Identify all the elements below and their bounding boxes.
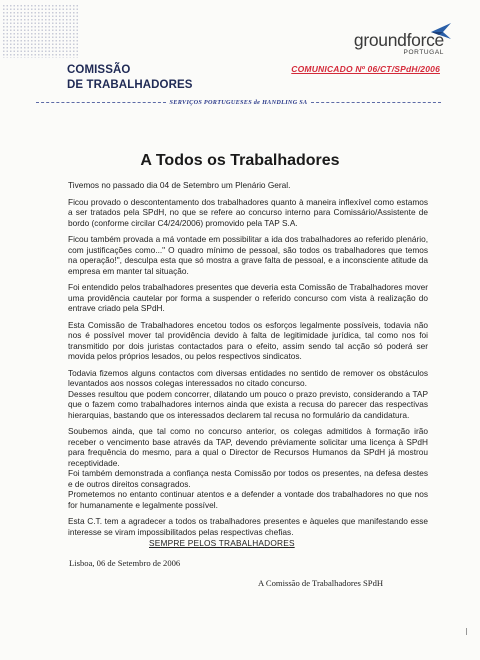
paragraph: Foi entendido pelos trabalhadores presentes que deveria esta Comissão de Trabalhadores mover uma providência cautelar por forma a suspender o referido concurso com vista à realização do entrave criado pela SPdH.	[68, 282, 428, 313]
scan-edge-mark	[466, 628, 472, 635]
header-divider	[36, 97, 441, 107]
divider-line-right	[311, 102, 441, 103]
paragraph: Esta C.T. tem a agradecer a todos os trabalhadores presentes e àqueles que manifestando esse interesse se viram impossibilitados pelas respectivas chefias.	[68, 516, 428, 537]
signature-line: A Comissão de Trabalhadores SPdH	[258, 578, 384, 588]
closing-slogan: SEMPRE PELOS TRABALHADORES	[149, 538, 295, 548]
document-title: A Todos os Trabalhadores	[140, 152, 340, 169]
decorative-dot-pattern	[2, 4, 80, 58]
divider-line-left	[36, 102, 166, 103]
committee-name	[67, 63, 193, 93]
communique-number: COMUNICADO Nº 06/CT/SPdH/2006	[291, 64, 440, 74]
paragraph: Tivemos no passado dia 04 de Setembro um Plenário Geral.	[68, 180, 291, 190]
brand-block	[354, 31, 444, 57]
paragraph: Prometemos no entanto continuar atentos e a defender a vontade dos trabalhadores no que nos for humanamente e legalmente possível.	[68, 489, 428, 510]
paragraph: Soubemos ainda, que tal como no concurso anterior, os colegas admitidos à formação irão receber o vencimento base através da TAP, devendo prèviamente solicitar uma licença à SPdH para frequência do mesmo, para a qual o Director de Recursos Humanos da SPdH já mostrou receptividade.	[68, 426, 428, 468]
paragraph: Desses resultou que podem concorrer, dilatando um pouco o prazo previsto, considerando a TAP que o fazem como trabalhadores internos ainda que exista a recusa do parecer das respectivas hierarquias, bastando que os interessados declarem tal recusa no formulário da candidatura.	[68, 388, 428, 420]
document-body	[68, 180, 428, 543]
paragraph: Ficou provado o descontentamento dos trabalhadores quanto à maneira inflexível como estamos a ser tratados pela SPdH, no que se refere ao concurso interno para Comissário/Assistente de bordo (conforme circilar C4/24/2006) promovido pela TAP S.A.	[68, 196, 428, 228]
committee-name-line2: DE TRABALHADORES	[67, 79, 193, 91]
brand-name: groundforce	[353, 30, 444, 50]
place-and-date: Lisboa, 06 de Setembro de 2006	[69, 558, 181, 568]
brand-country: PORTUGAL	[403, 49, 444, 56]
paragraph: Ficou também provada a má vontade em possibilitar a ida dos trabalhadores ao referido plenário, com justificações como..." O quadro mínimo de pessoal, são todos os trabalhadores que temos na operação!", desculpa esta que só mostra a grave falta de pessoal, e a inconsciente atitude da empresa em manter tal situação.	[68, 234, 428, 276]
services-company-name: SERVIÇOS PORTUGUESES de HANDLING SA	[169, 98, 308, 106]
paragraph: Esta Comissão de Trabalhadores encetou todos os esforços legalmente possíveis, todavia não nos é possível mover tal providência devido à falta de legitimidade jurídica, tal como nos foi transmitido por dois juristas contactados para o efeito, assim sendo tal acção só poderá ser movida pelos próprios lesados, ou pelos respectivos sindicatos.	[68, 319, 428, 361]
paragraph: Foi também demonstrada a confiança nesta Comissão por todos os presentes, na defesa destes e de outros direitos consagrados.	[68, 468, 428, 489]
committee-name-line1: COMISSÃO	[67, 64, 131, 76]
paragraph: Todavia fizemos alguns contactos com diversas entidades no sentido de remover os obstáculos levantados aos nossos colegas interessados no citado concurso.	[68, 367, 428, 388]
